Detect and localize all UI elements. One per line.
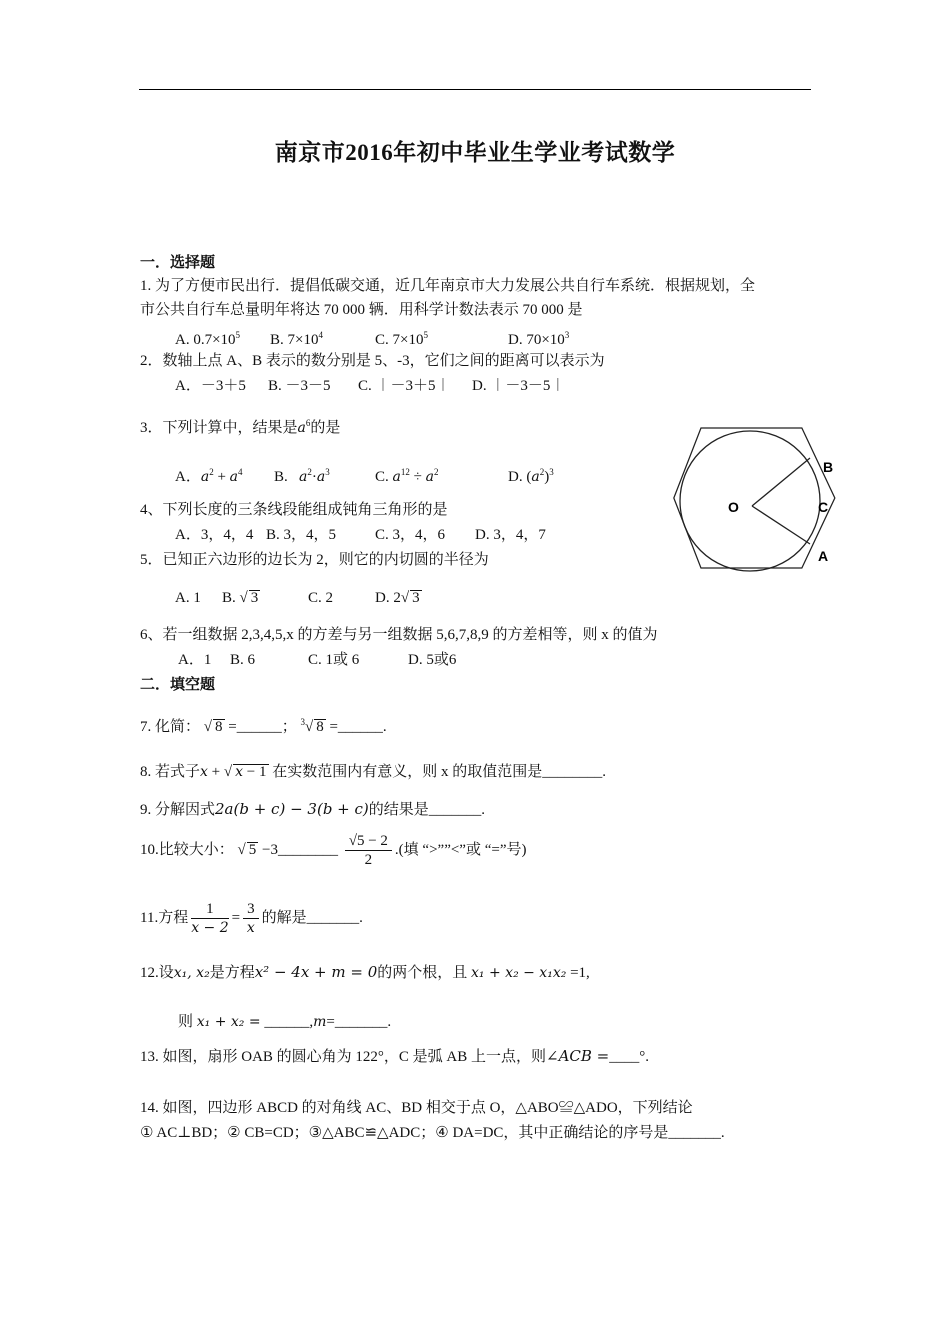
q5-option-a: A. 1 — [175, 590, 201, 606]
q11-fraction-right: $\frac{3}{x}$ — [243, 900, 259, 937]
q1-option-a: A. $0.7\times 10^5$ — [175, 330, 241, 348]
q5-option-d: D. 2√ 3 — [375, 590, 420, 606]
q2-option-b: B. －3－5 — [268, 378, 331, 394]
q3-option-d: D. $(a^2)^3$ — [508, 467, 554, 485]
q6-option-d: D. 5或6 — [408, 652, 457, 668]
label-b: B — [823, 459, 834, 475]
q3-option-b: B. $a^2\cdot a^3$ — [274, 467, 330, 485]
q8-line: 8. 若式子x + √ x − 1 在实数范围内有意义，则 x 的取值范围是________. — [140, 764, 607, 780]
q14-line2: ① AC⊥BD；② CB=CD；③△ABC≌△ADC；④ DA=DC，其中正确结论的序号是_______. — [140, 1125, 725, 1141]
q1-line1: 1. 为了方便市民出行．提倡低碳交通，近几年南京市大力发展公共自行车系统．根据规划，全 — [140, 278, 756, 294]
q3-line: 3．下列计算中，结果是$a^6$的是 — [140, 418, 341, 436]
q7-line: 7. 化简： √ 8 =______； $^3$√ 8 =______. — [140, 717, 387, 735]
section-heading-choice: 一．选择题 — [140, 255, 216, 271]
q2-option-c: C. ︱－3＋5︱ — [358, 378, 451, 394]
q4-option-b: B. 3，4，5 — [266, 527, 337, 543]
q11-line: 11.方程 $\frac{1}{x - 2}$ = $\frac{3}{x}$ 的解是_______. — [140, 901, 363, 936]
q10-line: 10.比较大小： √ 5 −3________ $\frac{√5 - 2}{2}$ .(填 “>””<”或 “=”号) — [140, 833, 527, 868]
q13-line: 13. 如图，扇形 OAB 的圆心角为 122°，C 是弧 AB 上一点，则∠ACB =____°. — [140, 1047, 650, 1065]
q2-line: 2．数轴上点 A、B 表示的数分别是 5、-3，它们之间的距离可以表示为 — [140, 353, 605, 369]
q9-line: 9. 分解因式2a(b + c) − 3(b + c)的结果是_______. — [140, 800, 486, 818]
q12-line1: 12.设x₁, x₂是方程x² − 4x + m = 0的两个根，且 x₁ + x₂ − x₁x₂ =1, — [140, 963, 590, 981]
q3-option-c: C. $a^{12} \div a^2$ — [375, 467, 439, 485]
q5-option-c: C. 2 — [308, 590, 334, 606]
q4-option-d: D. 3，4，7 — [475, 527, 546, 543]
q11-fraction-left: $\frac{1}{x - 2}$ — [191, 901, 229, 936]
q2-option-d: D. ︱－3－5︱ — [472, 378, 566, 394]
label-c: C — [818, 499, 829, 515]
q2-option-a: A．－3＋5 — [175, 378, 246, 394]
q6-line: 6、若一组数据 2,3,4,5,x 的方差与另一组数据 5,6,7,8,9 的方差相等，则 x 的值为 — [140, 627, 658, 643]
q1-option-d: D. $70\times 10^3$ — [508, 330, 570, 348]
q5-option-b: B. √ 3 — [222, 590, 259, 606]
q1-option-b: B. $7\times 10^4$ — [270, 330, 323, 348]
q10-fraction: $\frac{√5 - 2}{2}$ — [345, 832, 392, 869]
q4-line: 4、下列长度的三条线段能组成钝角三角形的是 — [140, 502, 448, 518]
hexagon-circle-figure — [670, 418, 840, 593]
q4-option-c: C. 3，4，6 — [375, 527, 446, 543]
radius-oa — [752, 506, 810, 544]
radius-ob — [752, 458, 810, 506]
q12-line2: 则 x₁ + x₂ = ______,m=_______. — [178, 1014, 392, 1030]
inscribed-circle — [680, 431, 820, 571]
q6-option-a: A．1 — [178, 652, 212, 668]
q14-line1: 14. 如图，四边形 ABCD 的对角线 AC、BD 相交于点 O，△ABO≌△ADO，下列结论 — [140, 1100, 693, 1116]
q6-option-b: B. 6 — [230, 652, 256, 668]
q1-line2: 市公共自行车总量明年将达 70 000 辆．用科学计数法表示 70 000 是 — [140, 302, 583, 318]
q3-option-a: A．$a^2 + a^4$ — [175, 467, 243, 485]
label-a: A — [818, 548, 829, 564]
page-title: 南京市2016年初中毕业生学业考试数学 — [274, 140, 676, 165]
q4-option-a: A．3，4，4 — [175, 527, 254, 543]
top-rule — [139, 89, 811, 90]
q5-line: 5．已知正六边形的边长为 2，则它的内切圆的半径为 — [140, 552, 489, 568]
section-heading-fill: 二．填空题 — [140, 677, 216, 693]
q1-option-c: C. $7\times 10^5$ — [375, 330, 428, 348]
q6-option-c: C. 1或 6 — [308, 652, 360, 668]
label-o: O — [728, 499, 739, 515]
